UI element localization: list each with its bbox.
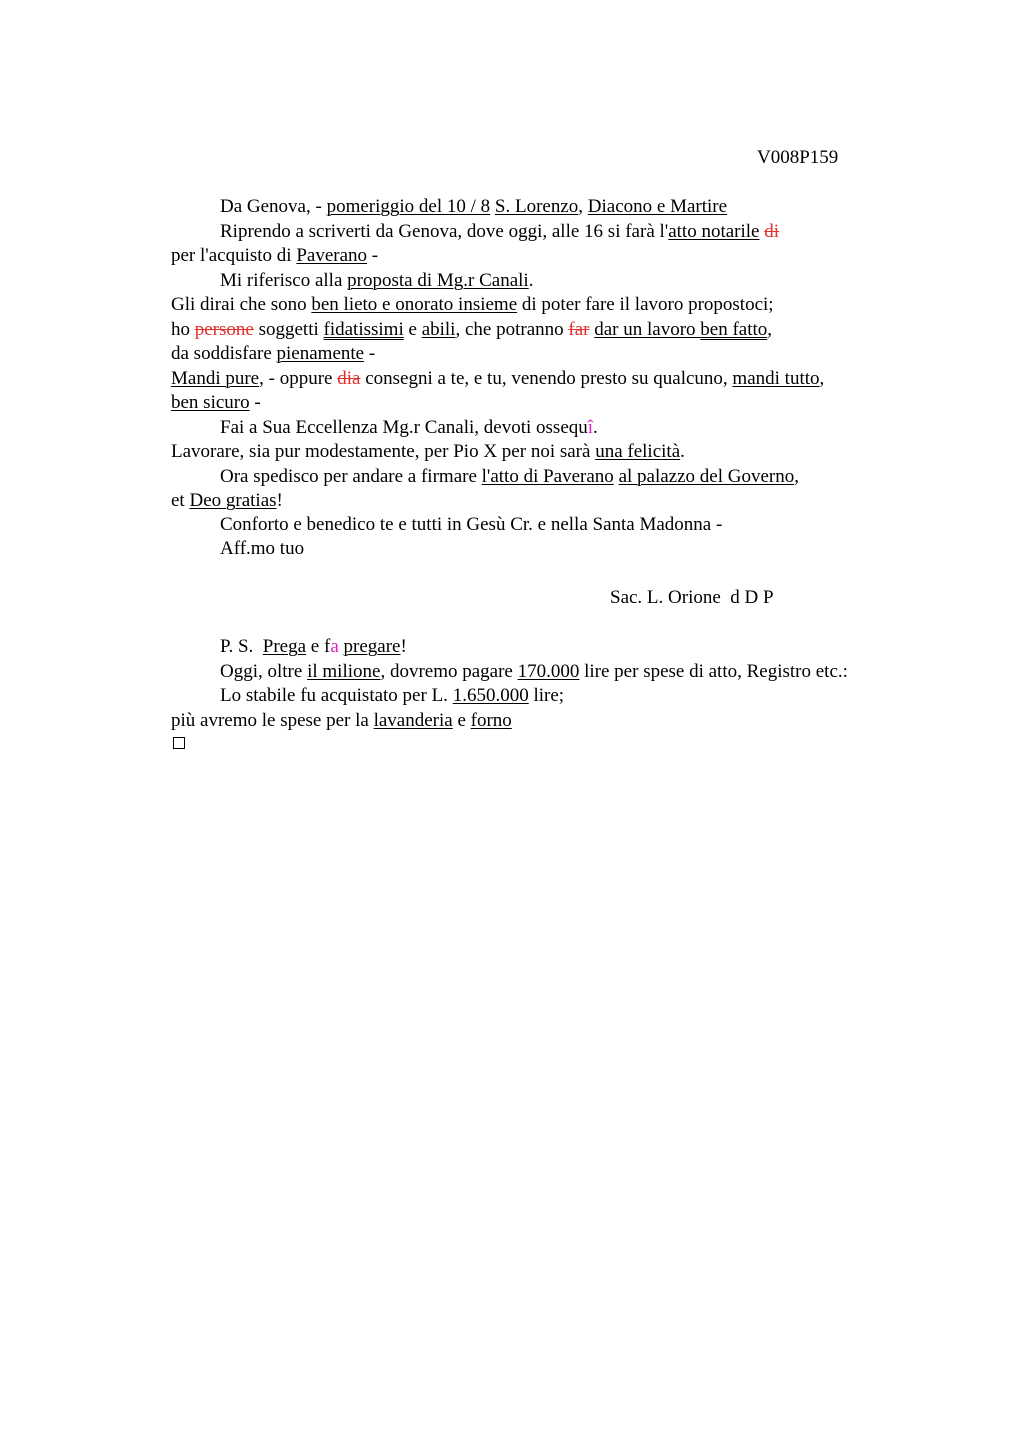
postscript-line: Lo stabile fu acquistato per L. 1.650.000 lire; [220, 685, 565, 706]
deleted-word: di [764, 221, 780, 242]
deleted-word: persone [194, 319, 254, 340]
postscript-line: P. S. Prega e fa pregare! [220, 636, 407, 657]
deleted-word: dia [337, 368, 361, 389]
paragraph-line: Ora spedisco per andare a firmare l'atto di Paverano al palazzo del Governo, [220, 466, 799, 487]
signature: Sac. L. Orione d D P [610, 587, 774, 608]
header-saint: S. Lorenzo [494, 196, 579, 217]
paragraph-line: Lavorare, sia pur modestamente, per Pio X per noi sarà una felicità. [171, 441, 685, 462]
end-marker-box [173, 737, 185, 749]
header-saint-title: Diacono e Martire [587, 196, 728, 217]
paragraph-line: Mandi pure, - oppure dia consegni a te, e tu, venendo presto su qualcuno, mandi tutto, [171, 368, 825, 389]
paragraph-line: Mi riferisco alla proposta di Mg.r Canali. [220, 270, 534, 291]
paragraph-line: ho persone soggetti fidatissimi e abili, che potranno far dar un lavoro ben fatto, [171, 319, 773, 340]
paragraph-line: Gli dirai che sono ben lieto e onorato insieme di poter fare il lavoro propostoci; [171, 294, 774, 315]
paragraph-line: da soddisfare pienamente - [171, 343, 376, 364]
paragraph-line: per l'acquisto di Paverano - [171, 245, 379, 266]
postscript-line: più avremo le spese per la lavanderia e forno [171, 710, 512, 731]
document-reference: V008P159 [757, 147, 839, 168]
paragraph-line: et Deo gratias! [171, 490, 283, 511]
paragraph-line: ben sicuro - [171, 392, 261, 413]
paragraph-line: Conforto e benedico te e tutti in Gesù Cr. e nella Santa Madonna - [220, 514, 723, 535]
header-date: pomeriggio del 10 / 8 [326, 196, 491, 217]
letter-header: Da Genova, - pomeriggio del 10 / 8 S. Lorenzo, Diacono e Martire [220, 196, 728, 217]
paragraph-line: Riprendo a scriverti da Genova, dove oggi, alle 16 si farà l'atto notarile di [220, 221, 780, 242]
corrected-letter: î [587, 417, 594, 438]
closing-line: Aff.mo tuo [220, 538, 305, 559]
postscript-line: Oggi, oltre il milione, dovremo pagare 170.000 lire per spese di atto, Registro etc.: [220, 661, 848, 682]
header-place: Da Genova, - [220, 196, 327, 217]
deleted-word: far [568, 319, 590, 340]
paragraph-line: Fai a Sua Eccellenza Mg.r Canali, devoti ossequî. [220, 417, 598, 438]
corrected-letter: a [330, 636, 339, 657]
